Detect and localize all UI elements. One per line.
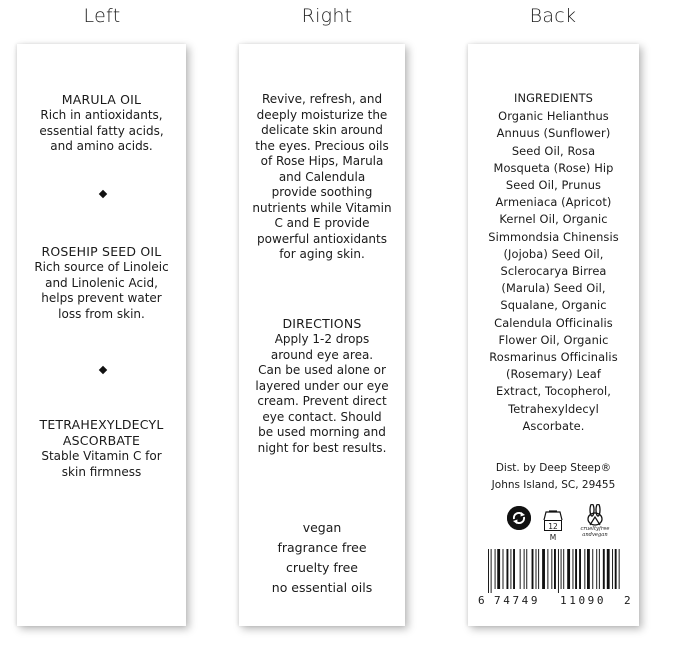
cruelty-free-bunny-icon — [578, 504, 612, 538]
ingredient-line: Extract, Tocopherol, — [496, 384, 611, 399]
title-back: Back — [529, 5, 577, 27]
ingredient-line: Seed Oil, Rosa — [511, 143, 596, 158]
intro-line: delicate skin around — [261, 123, 383, 137]
ingredient-line: Squalane, Organic — [500, 298, 607, 313]
marula-line: and amino acids. — [50, 139, 153, 153]
rosehip-line: and Linolenic Acid, — [45, 275, 158, 290]
claim-cruelty-free: cruelty free — [285, 560, 358, 575]
cruelty-free-line: crueltyfree — [580, 526, 610, 532]
ingredient-line: Calendula Officinalis — [494, 315, 613, 330]
directions-section — [239, 316, 405, 456]
barcode-bar — [603, 549, 605, 589]
intro-line: of Rose Hips, Marula — [260, 154, 384, 168]
barcode-digit-last: 2 — [624, 594, 631, 607]
barcode-digits-right: 11090 — [560, 594, 607, 607]
rosehip-heading: ROSEHIP SEED OIL — [41, 244, 162, 259]
ingredient-line: Organic Helianthus — [498, 109, 609, 124]
barcode-bar — [538, 549, 539, 589]
barcode-bar — [575, 549, 577, 589]
bunny-graphic — [578, 504, 612, 528]
barcode-bar — [607, 549, 610, 589]
directions-line: eye contact. Should — [262, 409, 382, 424]
recycle-icon-graphic — [507, 506, 531, 530]
rosehip-line: loss from skin. — [58, 306, 145, 321]
tetra-line: skin firmness — [61, 464, 142, 479]
barcode-bar — [524, 549, 525, 589]
ingredients-heading: INGREDIENTS — [514, 91, 593, 105]
tetra-heading: ASCORBATE — [62, 433, 141, 448]
right-label-panel — [239, 44, 405, 626]
cruelty-free-text — [578, 526, 612, 538]
ingredient-line: (Rosemary) Leaf — [506, 367, 601, 382]
left-label-panel — [17, 44, 186, 626]
intro-line: and Calendula — [278, 169, 366, 184]
barcode-bar — [542, 549, 545, 589]
barcode-bar — [584, 549, 585, 589]
and-vegan-line: andvegan — [582, 532, 608, 538]
certification-icons — [468, 504, 639, 542]
barcode-bar — [561, 549, 562, 589]
directions-heading: DIRECTIONS — [282, 316, 362, 331]
ingredient-line: Flower Oil, Organic — [498, 332, 609, 347]
intro-line: nutrients while Vitamin — [252, 200, 392, 215]
barcode-bar — [503, 549, 504, 589]
barcode-bar — [596, 549, 597, 589]
intro-line: Revive, refresh, and — [261, 92, 383, 106]
marula-heading: MARULA OIL — [61, 92, 142, 107]
barcode-bar — [612, 549, 613, 589]
barcode — [486, 549, 624, 593]
intro-line: powerful antioxidants — [256, 231, 387, 246]
directions-line: around eye area. — [270, 347, 374, 362]
intro-line: deeply moisturize the — [256, 107, 388, 122]
rosehip-line: helps prevent water — [41, 291, 162, 305]
barcode-bar — [488, 549, 489, 593]
title-left: Left — [83, 5, 121, 27]
claim-no-essential-oils: no essential oils — [271, 580, 373, 595]
barcode-digit-first: 6 — [478, 594, 485, 607]
barcode-bar — [554, 549, 556, 589]
ingredient-line: Rosmarinus Officinalis — [489, 350, 618, 365]
intro-line: the eyes. Precious oils — [255, 138, 389, 153]
barcode-bar — [491, 549, 492, 593]
barcode-bar — [579, 549, 581, 589]
ingredient-line: Kernel Oil, Organic — [499, 212, 608, 227]
barcode-bar — [563, 549, 564, 589]
barcode-bar — [567, 549, 570, 589]
diamond-divider — [99, 190, 107, 198]
ingredient-line: (Marula) Seed Oil, — [501, 281, 606, 296]
tetra-section — [17, 417, 186, 480]
tetra-heading: TETRAHEXYLDECYL — [39, 417, 164, 432]
barcode-bar — [513, 549, 515, 589]
barcode-bar — [520, 549, 521, 589]
intro-line: provide soothing — [271, 185, 373, 199]
barcode-bar — [615, 549, 617, 589]
barcode-bar — [495, 549, 496, 589]
barcode-bar — [619, 549, 620, 589]
barcode-bar — [558, 549, 559, 593]
barcode-bar — [599, 549, 600, 589]
barcode-bar — [497, 549, 500, 589]
ingredient-line: Seed Oil, Prunus — [505, 178, 602, 193]
barcode-digits-left: 74749 — [494, 594, 541, 607]
marula-section — [17, 92, 186, 155]
rosehip-line: Rich source of Linoleic — [34, 260, 169, 274]
ingredient-line: Simmondsia Chinensis — [488, 229, 619, 244]
pao-label: 12 M — [544, 520, 562, 531]
ingredient-line: Ascorbate. — [522, 418, 585, 433]
recycle-icon — [507, 506, 531, 530]
barcode-bar — [551, 549, 552, 589]
ingredient-line: Armeniaca (Apricot) — [495, 195, 612, 210]
ingredient-line: Mosqueta (Rose) Hip — [493, 160, 614, 175]
intro-line: C and E provide — [274, 216, 370, 230]
intro-section — [239, 92, 405, 263]
directions-line: Apply 1-2 drops — [274, 332, 370, 346]
directions-line: Can be used alone or — [258, 363, 386, 377]
ingredient-line: (Jojoba) Seed Oil, — [503, 246, 604, 261]
barcode-bar — [587, 549, 590, 589]
marula-line: essential fatty acids, — [39, 123, 164, 138]
barcode-bar — [510, 549, 511, 589]
claim-vegan: vegan — [302, 520, 342, 535]
distributor-address: Johns Island, SC, 29455 — [491, 479, 616, 491]
directions-line: night for best results. — [257, 440, 387, 455]
pao-12m-icon — [540, 508, 566, 542]
claims-section — [239, 518, 405, 598]
rosehip-section — [17, 244, 186, 322]
diamond-divider — [99, 366, 107, 374]
directions-line: cream. Prevent direct — [257, 394, 387, 408]
barcode-bar — [506, 549, 508, 589]
barcode-bar — [592, 549, 593, 589]
marula-line: Rich in antioxidants, — [40, 108, 163, 122]
tetra-line: Stable Vitamin C for — [41, 449, 162, 463]
directions-line: be used morning and — [258, 425, 386, 439]
ingredient-line: Sclerocarya Birrea — [500, 264, 607, 279]
barcode-bar — [526, 549, 527, 589]
directions-line: layered under our eye — [255, 378, 389, 393]
ingredients-section — [468, 90, 639, 435]
claim-fragrance-free: fragrance free — [277, 540, 367, 555]
title-right: Right — [301, 5, 353, 27]
intro-line: for aging skin. — [279, 247, 365, 261]
distributor-section — [468, 460, 639, 494]
barcode-bar — [572, 549, 573, 589]
distributor-name: Dist. by Deep Steep® — [495, 462, 612, 474]
ingredient-line: Tetrahexyldecyl — [508, 401, 599, 416]
barcode-bar — [547, 549, 548, 589]
back-label-panel — [468, 44, 639, 626]
barcode-digits — [468, 594, 639, 608]
ingredient-line: Annuus (Sunflower) — [496, 126, 611, 141]
barcode-bar — [536, 549, 537, 589]
barcode-bar — [532, 549, 534, 589]
